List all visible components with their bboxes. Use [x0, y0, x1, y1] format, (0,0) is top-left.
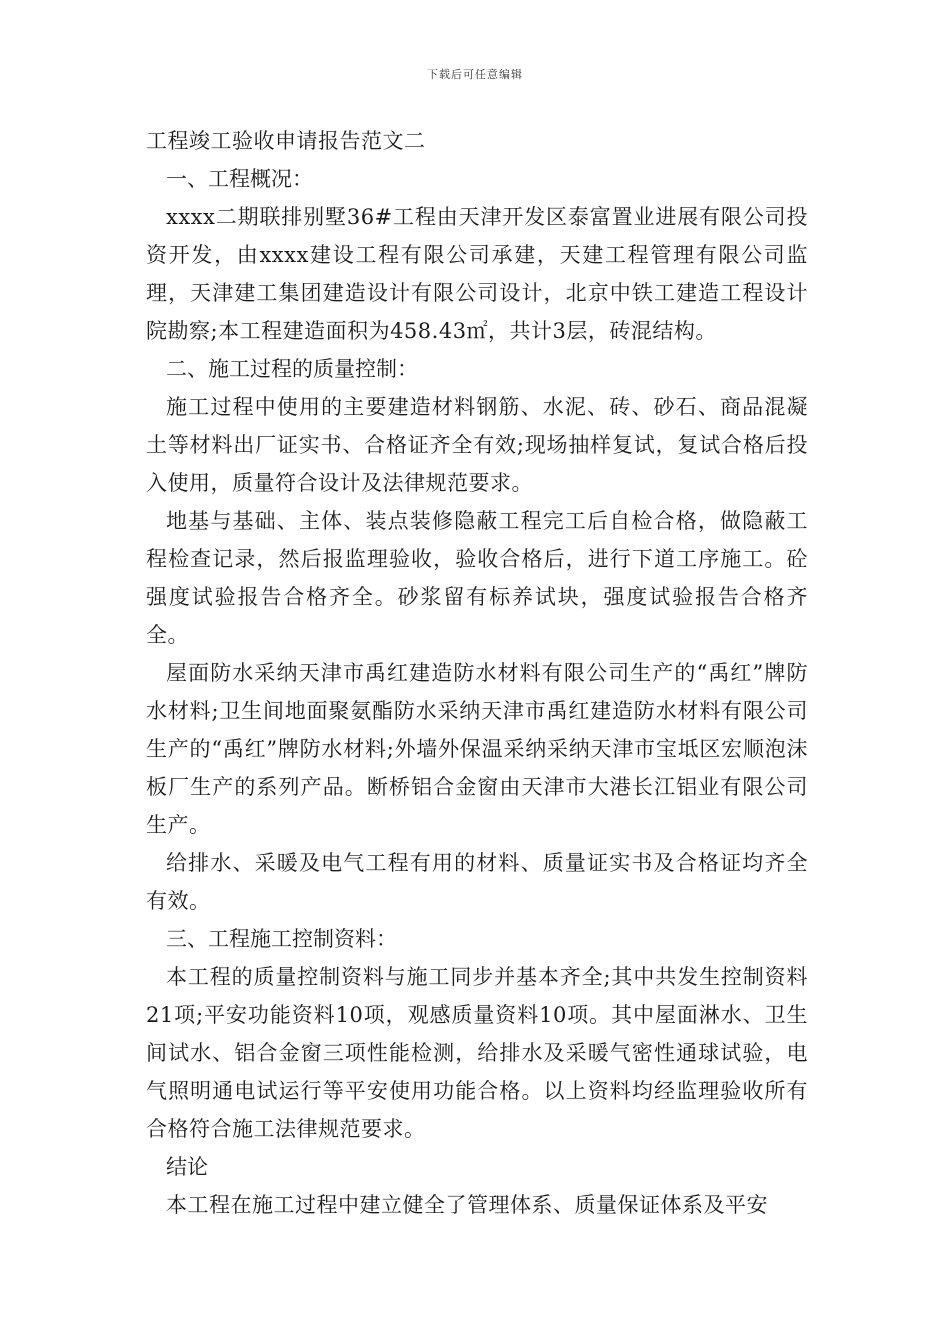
document-title: 工程竣工验收申请报告范文二 [146, 129, 426, 153]
section-heading-conclusion: 结论 [166, 1155, 208, 1179]
paragraph-materials: 施工过程中使用的主要建造材料钢筋、水泥、砖、砂石、商品混凝土等材料出厂证实书、合格证齐全有效;现场抽样复试，复试合格后投入使用，质量符合设计及法律规范要求。 [146, 395, 808, 495]
paragraph-plumbing-electrical: 给排水、采暖及电气工程有用的材料、质量证实书及合格证均齐全有效。 [146, 851, 808, 913]
document-body [146, 122, 808, 1224]
paragraph-foundation: 地基与基础、主体、装点装修隐蔽工程完工后自检合格，做隐蔽工程检查记录，然后报监理验收，验收合格后，进行下道工序施工。砼强度试验报告合格齐全。砂浆留有标养试块，强度试验报告合格齐全。 [146, 509, 808, 647]
header-note: 下载后可任意编辑 [427, 68, 523, 81]
section-heading-quality-control: 二、施工过程的质量控制： [166, 357, 418, 381]
section-heading-overview: 一、工程概况： [166, 167, 313, 191]
paragraph-control-data: 本工程的质量控制资料与施工同步并基本齐全;其中共发生控制资料21项;平安功能资料10项，观感质量资料10项。其中屋面淋水、卫生间试水、铝合金窗三项性能检测，给排水及采暖气密性通球试验，电气照明通电试运行等平安使用功能合格。以上资料均经监理验收所有合格符合施工法律规范要求。 [146, 965, 808, 1141]
paragraph-conclusion: 本工程在施工过程中建立健全了管理体系、质量保证体系及平安 [166, 1193, 768, 1217]
paragraph-waterproofing: 屋面防水采纳天津市禹红建造防水材料有限公司生产的“禹红”牌防水材料;卫生间地面聚氨酯防水采纳天津市禹红建造防水材料有限公司生产的“禹红”牌防水材料;外墙外保温采纳采纳天津市宝坻区宏顺泡沫板厂生产的系列产品。断桥铝合金窗由天津市大港长江铝业有限公司生产。 [146, 661, 808, 837]
paragraph-overview: xxxx二期联排别墅36#工程由天津开发区泰富置业进展有限公司投资开发，由xxxx建设工程有限公司承建，天建工程管理有限公司监理，天津建工集团建造设计有限公司设计，北京中铁工建造工程设计院勘察;本工程建造面积为458.43㎡，共计3层，砖混结构。 [146, 205, 808, 343]
section-heading-control-data: 三、工程施工控制资料： [166, 927, 397, 951]
